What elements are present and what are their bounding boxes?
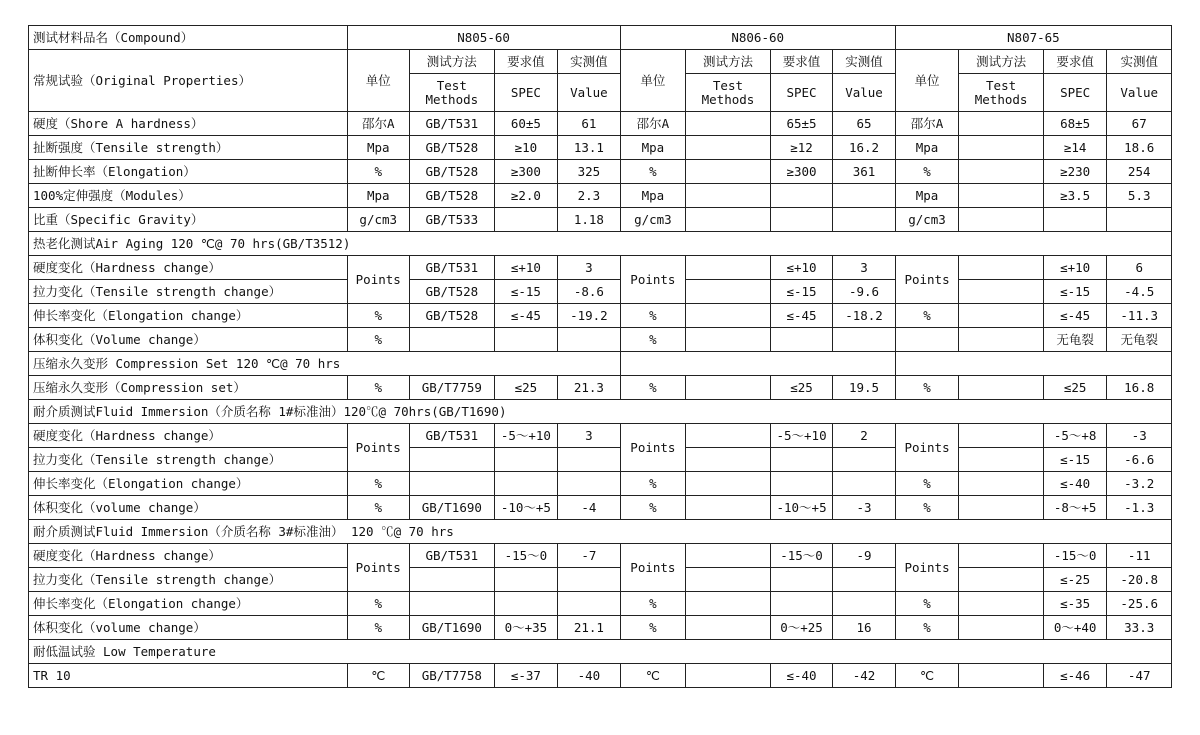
row-label: 100%定伸强度（Modules） xyxy=(29,184,348,208)
header-row-cn xyxy=(29,50,1172,74)
row-label: 硬度变化（Hardness change） xyxy=(29,256,348,280)
spec-cell: -5～+10 xyxy=(494,424,558,448)
unit-cell: Points xyxy=(895,424,959,472)
section-row-air-aging xyxy=(29,232,1172,256)
unit-cell: Points xyxy=(347,544,409,592)
unit-cell: % xyxy=(620,592,686,616)
section-row-low-temperature xyxy=(29,640,1172,664)
spec-cell: ≤-46 xyxy=(1043,664,1107,688)
method-cell xyxy=(686,376,771,400)
unit-cell: % xyxy=(347,616,409,640)
unit-cell: Points xyxy=(620,544,686,592)
method-cell xyxy=(686,304,771,328)
method-cell xyxy=(686,592,771,616)
value-cell: 16.8 xyxy=(1107,376,1172,400)
value-cell: 33.3 xyxy=(1107,616,1172,640)
value-cell: -40 xyxy=(558,664,620,688)
spec-cell: -10～+5 xyxy=(770,496,832,520)
unit-cell: Points xyxy=(895,256,959,304)
value-cell: 67 xyxy=(1107,112,1172,136)
method-cell xyxy=(959,160,1044,184)
value-cell xyxy=(558,568,620,592)
spec-cell xyxy=(770,184,832,208)
row-label: 体积变化（volume change） xyxy=(29,496,348,520)
unit-cell: % xyxy=(895,592,959,616)
table-row xyxy=(29,112,1172,136)
table-row xyxy=(29,448,1172,472)
section-title: 耐低温试验 Low Temperature xyxy=(29,640,1172,664)
method-cell xyxy=(686,256,771,280)
unit-cell: % xyxy=(895,616,959,640)
method-cell xyxy=(959,568,1044,592)
spec-cell: ≥300 xyxy=(770,160,832,184)
unit-cell: % xyxy=(895,376,959,400)
method-cell xyxy=(959,616,1044,640)
method-cell xyxy=(959,256,1044,280)
value-header-en: Value xyxy=(1107,74,1172,112)
value-header-en: Value xyxy=(558,74,620,112)
table-row xyxy=(29,136,1172,160)
value-cell: 2.3 xyxy=(558,184,620,208)
row-label: 硬度（Shore A hardness） xyxy=(29,112,348,136)
value-header-en: Value xyxy=(833,74,895,112)
spec-cell: -15～0 xyxy=(1043,544,1107,568)
value-cell: 65 xyxy=(833,112,895,136)
method-cell xyxy=(686,184,771,208)
method-cell xyxy=(959,472,1044,496)
value-cell: 5.3 xyxy=(1107,184,1172,208)
spec-cell: ≤+10 xyxy=(494,256,558,280)
unit-cell: Points xyxy=(347,256,409,304)
original-properties-label: 常规试验（Original Properties） xyxy=(29,50,348,112)
method-cell: GB/T531 xyxy=(409,256,494,280)
value-cell xyxy=(1107,208,1172,232)
spec-cell xyxy=(494,328,558,352)
unit-cell: % xyxy=(347,328,409,352)
method-cell: GB/T1690 xyxy=(409,616,494,640)
spec-cell xyxy=(770,592,832,616)
spec-cell xyxy=(770,472,832,496)
method-cell xyxy=(686,136,771,160)
method-header-cn: 测试方法 xyxy=(686,50,771,74)
unit-cell: Mpa xyxy=(347,184,409,208)
value-cell: -7 xyxy=(558,544,620,568)
value-cell: 254 xyxy=(1107,160,1172,184)
section-title: 耐介质测试Fluid Immersion（介质名称 3#标准油） 120 ℃@ 70 hrs xyxy=(29,520,1172,544)
spec-cell xyxy=(770,568,832,592)
method-cell xyxy=(959,376,1044,400)
value-cell: 61 xyxy=(558,112,620,136)
row-label: 伸长率变化（Elongation change） xyxy=(29,304,348,328)
spec-cell: ≤-15 xyxy=(494,280,558,304)
value-cell: -8.6 xyxy=(558,280,620,304)
method-header-en: Test Methods xyxy=(959,74,1044,112)
table-row xyxy=(29,184,1172,208)
spec-cell: 0～+25 xyxy=(770,616,832,640)
value-header-cn: 实测值 xyxy=(1107,50,1172,74)
spec-cell: ≥14 xyxy=(1043,136,1107,160)
section-title: 压缩永久变形 Compression Set 120 ℃@ 70 hrs xyxy=(29,352,621,376)
row-label: 压缩永久变形（Compression set） xyxy=(29,376,348,400)
value-cell: 361 xyxy=(833,160,895,184)
spec-cell: ≤-15 xyxy=(1043,280,1107,304)
unit-header: 单位 xyxy=(620,50,686,112)
unit-header: 单位 xyxy=(895,50,959,112)
spec-header-cn: 要求值 xyxy=(1043,50,1107,74)
value-cell: -3.2 xyxy=(1107,472,1172,496)
method-cell xyxy=(959,328,1044,352)
method-cell xyxy=(409,568,494,592)
unit-cell: % xyxy=(347,496,409,520)
spec-cell: ≤25 xyxy=(770,376,832,400)
spec-cell: ≤-25 xyxy=(1043,568,1107,592)
value-header-cn: 实测值 xyxy=(558,50,620,74)
value-cell: 1.18 xyxy=(558,208,620,232)
spec-cell xyxy=(494,592,558,616)
method-header-en: Test Methods xyxy=(686,74,771,112)
method-cell xyxy=(686,664,771,688)
method-cell xyxy=(959,424,1044,448)
row-label: 伸长率变化（Elongation change） xyxy=(29,472,348,496)
unit-cell: Mpa xyxy=(620,136,686,160)
method-cell xyxy=(409,328,494,352)
value-cell: 13.1 xyxy=(558,136,620,160)
method-cell xyxy=(959,496,1044,520)
spec-header-en: SPEC xyxy=(1043,74,1107,112)
method-cell xyxy=(686,280,771,304)
value-cell: -6.6 xyxy=(1107,448,1172,472)
spec-cell: -10～+5 xyxy=(494,496,558,520)
value-cell xyxy=(833,568,895,592)
table-row xyxy=(29,568,1172,592)
unit-header: 单位 xyxy=(347,50,409,112)
unit-cell: Mpa xyxy=(620,184,686,208)
value-cell: 18.6 xyxy=(1107,136,1172,160)
value-cell: -1.3 xyxy=(1107,496,1172,520)
unit-cell: Points xyxy=(347,424,409,472)
method-cell xyxy=(959,544,1044,568)
value-cell: -4.5 xyxy=(1107,280,1172,304)
unit-cell: % xyxy=(620,160,686,184)
spec-cell: ≥3.5 xyxy=(1043,184,1107,208)
row-label: 硬度变化（Hardness change） xyxy=(29,544,348,568)
unit-cell: % xyxy=(347,304,409,328)
unit-cell: % xyxy=(620,376,686,400)
spec-cell: ≤+10 xyxy=(1043,256,1107,280)
row-label: 体积变化（volume change） xyxy=(29,616,348,640)
method-cell xyxy=(686,616,771,640)
value-cell: 16 xyxy=(833,616,895,640)
method-cell xyxy=(686,328,771,352)
spec-cell: ≤-15 xyxy=(770,280,832,304)
section-row-fluid-1 xyxy=(29,400,1172,424)
method-cell xyxy=(959,664,1044,688)
section-blank xyxy=(895,352,1171,376)
row-label: 拉力变化（Tensile strength change） xyxy=(29,448,348,472)
method-cell xyxy=(686,448,771,472)
table-row xyxy=(29,160,1172,184)
value-cell: -25.6 xyxy=(1107,592,1172,616)
unit-cell: % xyxy=(347,472,409,496)
spec-cell: -8～+5 xyxy=(1043,496,1107,520)
section-title: 耐介质测试Fluid Immersion（介质名称 1#标准油）120℃@ 70hrs(GB/T1690) xyxy=(29,400,1172,424)
unit-cell: Mpa xyxy=(895,136,959,160)
method-cell: GB/T528 xyxy=(409,280,494,304)
value-cell xyxy=(833,472,895,496)
spec-cell: 0～+35 xyxy=(494,616,558,640)
method-cell xyxy=(686,424,771,448)
method-cell: GB/T528 xyxy=(409,160,494,184)
unit-cell: % xyxy=(895,496,959,520)
compound-label: 测试材料品名（Compound） xyxy=(29,26,348,50)
spec-cell: ≥300 xyxy=(494,160,558,184)
row-label: TR 10 xyxy=(29,664,348,688)
value-cell: -3 xyxy=(833,496,895,520)
value-cell: -18.2 xyxy=(833,304,895,328)
spec-cell xyxy=(494,448,558,472)
spec-cell: ≥10 xyxy=(494,136,558,160)
method-header-cn: 测试方法 xyxy=(409,50,494,74)
method-cell xyxy=(409,472,494,496)
spec-cell: -5～+10 xyxy=(770,424,832,448)
unit-cell: ℃ xyxy=(895,664,959,688)
table-row xyxy=(29,592,1172,616)
compound-name-3: N807-65 xyxy=(895,26,1171,50)
unit-cell: % xyxy=(895,160,959,184)
method-cell xyxy=(686,568,771,592)
row-label: 扯断伸长率（Elongation） xyxy=(29,160,348,184)
section-row-fluid-3 xyxy=(29,520,1172,544)
unit-cell: Mpa xyxy=(347,136,409,160)
value-header-cn: 实测值 xyxy=(833,50,895,74)
spec-cell: ≤-45 xyxy=(1043,304,1107,328)
spec-cell: ≤-45 xyxy=(770,304,832,328)
unit-cell: g/cm3 xyxy=(895,208,959,232)
table-row xyxy=(29,304,1172,328)
table-row xyxy=(29,424,1172,448)
table-row xyxy=(29,328,1172,352)
spec-cell: 无龟裂 xyxy=(1043,328,1107,352)
table-row xyxy=(29,496,1172,520)
method-cell: GB/T528 xyxy=(409,136,494,160)
value-cell: 325 xyxy=(558,160,620,184)
value-cell: -42 xyxy=(833,664,895,688)
method-cell xyxy=(959,304,1044,328)
value-cell: 2 xyxy=(833,424,895,448)
method-cell xyxy=(686,208,771,232)
value-cell: -9 xyxy=(833,544,895,568)
unit-cell: % xyxy=(620,496,686,520)
value-cell: -4 xyxy=(558,496,620,520)
value-cell: 3 xyxy=(558,256,620,280)
value-cell xyxy=(558,448,620,472)
method-cell xyxy=(959,448,1044,472)
value-cell: -9.6 xyxy=(833,280,895,304)
unit-cell: 邵尔A xyxy=(347,112,409,136)
value-cell: 19.5 xyxy=(833,376,895,400)
unit-cell: g/cm3 xyxy=(347,208,409,232)
value-cell xyxy=(833,208,895,232)
section-blank xyxy=(620,352,895,376)
spec-cell: -15～0 xyxy=(494,544,558,568)
spec-header-en: SPEC xyxy=(770,74,832,112)
spec-cell: 68±5 xyxy=(1043,112,1107,136)
spec-header-en: SPEC xyxy=(494,74,558,112)
spec-cell: 0～+40 xyxy=(1043,616,1107,640)
unit-cell: Points xyxy=(895,544,959,592)
section-row-compression xyxy=(29,352,1172,376)
spec-cell: -5～+8 xyxy=(1043,424,1107,448)
method-cell xyxy=(959,208,1044,232)
unit-cell: ℃ xyxy=(347,664,409,688)
spec-cell: ≤25 xyxy=(1043,376,1107,400)
spec-cell: 60±5 xyxy=(494,112,558,136)
value-cell: -3 xyxy=(1107,424,1172,448)
spec-cell: 65±5 xyxy=(770,112,832,136)
unit-cell: % xyxy=(620,616,686,640)
value-cell: 6 xyxy=(1107,256,1172,280)
table-row xyxy=(29,616,1172,640)
unit-cell: Points xyxy=(620,424,686,472)
method-cell: GB/T531 xyxy=(409,112,494,136)
value-cell: 21.1 xyxy=(558,616,620,640)
value-cell xyxy=(558,328,620,352)
method-cell xyxy=(959,592,1044,616)
table-row xyxy=(29,544,1172,568)
unit-cell: g/cm3 xyxy=(620,208,686,232)
method-cell: GB/T528 xyxy=(409,184,494,208)
value-cell: -20.8 xyxy=(1107,568,1172,592)
method-cell: GB/T528 xyxy=(409,304,494,328)
spec-cell: ≤25 xyxy=(494,376,558,400)
spec-cell: ≤-40 xyxy=(1043,472,1107,496)
value-cell: -19.2 xyxy=(558,304,620,328)
spec-cell: ≥230 xyxy=(1043,160,1107,184)
spec-cell: ≤-15 xyxy=(1043,448,1107,472)
spec-cell: ≥12 xyxy=(770,136,832,160)
spec-cell: ≤-37 xyxy=(494,664,558,688)
spec-cell xyxy=(494,568,558,592)
value-cell: 无龟裂 xyxy=(1107,328,1172,352)
spec-cell xyxy=(770,448,832,472)
spec-cell: ≥2.0 xyxy=(494,184,558,208)
value-cell xyxy=(833,592,895,616)
unit-cell: % xyxy=(895,472,959,496)
unit-cell: % xyxy=(347,160,409,184)
method-cell: GB/T7758 xyxy=(409,664,494,688)
unit-cell: % xyxy=(620,328,686,352)
value-cell xyxy=(833,184,895,208)
unit-cell: % xyxy=(347,376,409,400)
spec-cell: ≤+10 xyxy=(770,256,832,280)
method-cell: GB/T1690 xyxy=(409,496,494,520)
spec-cell: -15～0 xyxy=(770,544,832,568)
compound-spec-table xyxy=(28,25,1172,688)
spec-cell: ≤-40 xyxy=(770,664,832,688)
method-cell: GB/T531 xyxy=(409,424,494,448)
value-cell xyxy=(558,472,620,496)
spec-cell xyxy=(770,208,832,232)
unit-cell: % xyxy=(347,592,409,616)
row-label: 拉力变化（Tensile strength change） xyxy=(29,280,348,304)
method-cell xyxy=(959,184,1044,208)
value-cell: 16.2 xyxy=(833,136,895,160)
unit-cell: Mpa xyxy=(895,184,959,208)
table-row xyxy=(29,376,1172,400)
spec-header-cn: 要求值 xyxy=(770,50,832,74)
method-cell xyxy=(959,136,1044,160)
table-row xyxy=(29,664,1172,688)
value-cell: 21.3 xyxy=(558,376,620,400)
method-cell: GB/T531 xyxy=(409,544,494,568)
row-label: 比重（Specific Gravity） xyxy=(29,208,348,232)
unit-cell: Points xyxy=(620,256,686,304)
unit-cell: % xyxy=(895,304,959,328)
section-title: 热老化测试Air Aging 120 ℃@ 70 hrs(GB/T3512) xyxy=(29,232,1172,256)
unit-cell: % xyxy=(620,472,686,496)
method-cell xyxy=(686,496,771,520)
spec-cell xyxy=(494,208,558,232)
spec-cell: ≤-45 xyxy=(494,304,558,328)
unit-cell: ℃ xyxy=(620,664,686,688)
value-cell xyxy=(833,328,895,352)
value-cell: -11.3 xyxy=(1107,304,1172,328)
spec-cell xyxy=(494,472,558,496)
spec-cell xyxy=(1043,208,1107,232)
unit-cell: 邵尔A xyxy=(895,112,959,136)
table-row xyxy=(29,208,1172,232)
table-row xyxy=(29,472,1172,496)
header-row-compound xyxy=(29,26,1172,50)
method-cell: GB/T533 xyxy=(409,208,494,232)
spec-header-cn: 要求值 xyxy=(494,50,558,74)
method-cell xyxy=(686,544,771,568)
method-cell xyxy=(409,448,494,472)
value-cell: 3 xyxy=(833,256,895,280)
row-label: 体积变化（Volume change） xyxy=(29,328,348,352)
method-cell: GB/T7759 xyxy=(409,376,494,400)
row-label: 拉力变化（Tensile strength change） xyxy=(29,568,348,592)
method-header-en: Test Methods xyxy=(409,74,494,112)
unit-cell: % xyxy=(620,304,686,328)
row-label: 扯断强度（Tensile strength） xyxy=(29,136,348,160)
method-cell xyxy=(959,280,1044,304)
method-header-cn: 测试方法 xyxy=(959,50,1044,74)
value-cell: 3 xyxy=(558,424,620,448)
table-row xyxy=(29,256,1172,280)
value-cell: -47 xyxy=(1107,664,1172,688)
spec-cell xyxy=(770,328,832,352)
method-cell xyxy=(686,112,771,136)
method-cell xyxy=(686,160,771,184)
value-cell xyxy=(833,448,895,472)
value-cell: -11 xyxy=(1107,544,1172,568)
row-label: 硬度变化（Hardness change） xyxy=(29,424,348,448)
method-cell xyxy=(959,112,1044,136)
compound-name-2: N806-60 xyxy=(620,26,895,50)
spec-sheet xyxy=(28,25,1172,688)
value-cell xyxy=(558,592,620,616)
spec-cell: ≤-35 xyxy=(1043,592,1107,616)
unit-cell xyxy=(895,328,959,352)
method-cell xyxy=(409,592,494,616)
table-row xyxy=(29,280,1172,304)
method-cell xyxy=(686,472,771,496)
unit-cell: 邵尔A xyxy=(620,112,686,136)
compound-name-1: N805-60 xyxy=(347,26,620,50)
row-label: 伸长率变化（Elongation change） xyxy=(29,592,348,616)
